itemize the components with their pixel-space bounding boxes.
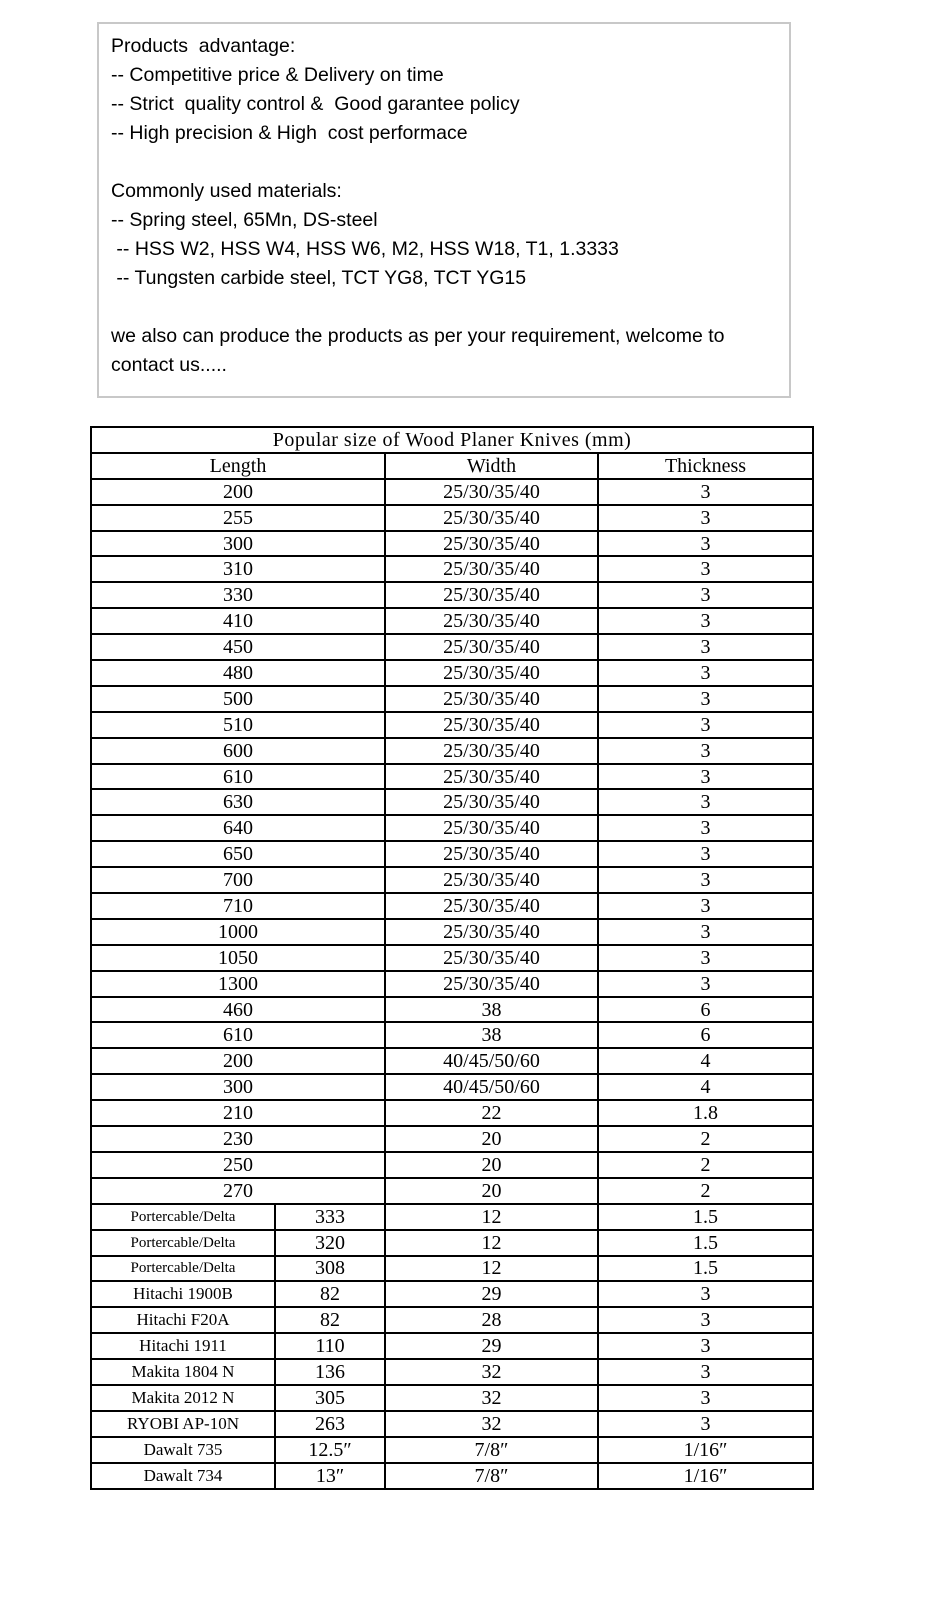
table-row xyxy=(91,971,813,997)
table-row xyxy=(91,712,813,738)
width-cell: 25/30/35/40 xyxy=(385,479,598,505)
table-row xyxy=(91,1230,813,1256)
advantages-heading: Products advantage: xyxy=(111,35,296,57)
length-cell: 210 xyxy=(91,1100,385,1126)
table-row xyxy=(91,686,813,712)
thickness-cell: 6 xyxy=(598,997,813,1023)
length-cell: 255 xyxy=(91,505,385,531)
length-cell: 480 xyxy=(91,660,385,686)
width-cell: 25/30/35/40 xyxy=(385,686,598,712)
table-row xyxy=(91,738,813,764)
thickness-cell: 2 xyxy=(598,1126,813,1152)
thickness-cell: 3 xyxy=(598,556,813,582)
width-cell: 40/45/50/60 xyxy=(385,1074,598,1100)
length-cell: 500 xyxy=(91,686,385,712)
table-row xyxy=(91,867,813,893)
table-row xyxy=(91,893,813,919)
material-item: -- Tungsten carbide steel, TCT YG8, TCT YG15 xyxy=(111,267,527,289)
width-cell: 25/30/35/40 xyxy=(385,634,598,660)
width-cell: 25/30/35/40 xyxy=(385,764,598,790)
length-cell: 310 xyxy=(91,556,385,582)
brand-cell: Portercable/Delta xyxy=(91,1230,275,1256)
length-cell: 110 xyxy=(275,1333,385,1359)
length-cell: 82 xyxy=(275,1307,385,1333)
thickness-cell: 3 xyxy=(598,712,813,738)
table-row xyxy=(91,1281,813,1307)
width-cell: 12 xyxy=(385,1256,598,1282)
table-row xyxy=(91,1100,813,1126)
width-cell: 25/30/35/40 xyxy=(385,893,598,919)
length-cell: 700 xyxy=(91,867,385,893)
size-table-body xyxy=(91,427,813,1489)
table-row xyxy=(91,1307,813,1333)
thickness-cell: 1/16″ xyxy=(598,1437,813,1463)
table-row xyxy=(91,608,813,634)
length-cell: 136 xyxy=(275,1359,385,1385)
advantage-item: -- High precision & High cost performace xyxy=(111,122,468,144)
table-row xyxy=(91,582,813,608)
table-row xyxy=(91,1178,813,1204)
width-cell: 32 xyxy=(385,1359,598,1385)
thickness-cell: 1/16″ xyxy=(598,1463,813,1489)
width-cell: 7/8″ xyxy=(385,1463,598,1489)
thickness-cell: 3 xyxy=(598,531,813,557)
length-cell: 333 xyxy=(275,1204,385,1230)
length-cell: 650 xyxy=(91,841,385,867)
table-row xyxy=(91,945,813,971)
width-cell: 25/30/35/40 xyxy=(385,971,598,997)
brand-cell: Makita 1804 N xyxy=(91,1359,275,1385)
table-row xyxy=(91,1022,813,1048)
thickness-cell: 3 xyxy=(598,971,813,997)
table-row xyxy=(91,531,813,557)
width-cell: 25/30/35/40 xyxy=(385,712,598,738)
table-row xyxy=(91,1359,813,1385)
brand-cell: Hitachi F20A xyxy=(91,1307,275,1333)
thickness-cell: 3 xyxy=(598,1359,813,1385)
thickness-cell: 3 xyxy=(598,815,813,841)
length-cell: 330 xyxy=(91,582,385,608)
width-cell: 32 xyxy=(385,1411,598,1437)
thickness-cell: 3 xyxy=(598,738,813,764)
width-cell: 25/30/35/40 xyxy=(385,738,598,764)
table-row xyxy=(91,919,813,945)
table-row xyxy=(91,1385,813,1411)
table-row xyxy=(91,505,813,531)
thickness-cell: 3 xyxy=(598,867,813,893)
width-cell: 25/30/35/40 xyxy=(385,867,598,893)
table-title-row xyxy=(91,427,813,453)
table-row xyxy=(91,634,813,660)
width-cell: 29 xyxy=(385,1333,598,1359)
thickness-cell: 3 xyxy=(598,608,813,634)
width-cell: 38 xyxy=(385,1022,598,1048)
thickness-cell: 3 xyxy=(598,634,813,660)
material-item: -- Spring steel, 65Mn, DS-steel xyxy=(111,209,378,231)
length-cell: 450 xyxy=(91,634,385,660)
length-cell: 270 xyxy=(91,1178,385,1204)
table-row xyxy=(91,1256,813,1282)
header-thickness: Thickness xyxy=(598,453,813,479)
width-cell: 25/30/35/40 xyxy=(385,608,598,634)
width-cell: 12 xyxy=(385,1204,598,1230)
material-item: -- HSS W2, HSS W4, HSS W6, M2, HSS W18, T1, 1.3333 xyxy=(111,238,619,260)
width-cell: 29 xyxy=(385,1281,598,1307)
brand-cell: Hitachi 1911 xyxy=(91,1333,275,1359)
width-cell: 20 xyxy=(385,1152,598,1178)
thickness-cell: 3 xyxy=(598,660,813,686)
table-row xyxy=(91,764,813,790)
brand-cell: Portercable/Delta xyxy=(91,1204,275,1230)
thickness-cell: 6 xyxy=(598,1022,813,1048)
advantage-item: -- Strict quality control & Good garantee policy xyxy=(111,93,520,115)
width-cell: 40/45/50/60 xyxy=(385,1048,598,1074)
table-row xyxy=(91,1152,813,1178)
advantage-item: -- Competitive price & Delivery on time xyxy=(111,64,444,86)
brand-cell: Hitachi 1900B xyxy=(91,1281,275,1307)
table-row xyxy=(91,479,813,505)
length-cell: 200 xyxy=(91,1048,385,1074)
thickness-cell: 3 xyxy=(598,1307,813,1333)
width-cell: 20 xyxy=(385,1178,598,1204)
width-cell: 32 xyxy=(385,1385,598,1411)
table-row xyxy=(91,1204,813,1230)
brand-cell: Portercable/Delta xyxy=(91,1256,275,1282)
thickness-cell: 3 xyxy=(598,505,813,531)
length-cell: 630 xyxy=(91,789,385,815)
table-row xyxy=(91,789,813,815)
thickness-cell: 3 xyxy=(598,1385,813,1411)
header-width: Width xyxy=(385,453,598,479)
table-row xyxy=(91,1437,813,1463)
thickness-cell: 1.5 xyxy=(598,1204,813,1230)
width-cell: 25/30/35/40 xyxy=(385,505,598,531)
table-row xyxy=(91,815,813,841)
length-cell: 320 xyxy=(275,1230,385,1256)
thickness-cell: 1.8 xyxy=(598,1100,813,1126)
table-row xyxy=(91,660,813,686)
materials-heading: Commonly used materials: xyxy=(111,180,342,202)
length-cell: 640 xyxy=(91,815,385,841)
length-cell: 200 xyxy=(91,479,385,505)
header-length: Length xyxy=(91,453,385,479)
length-cell: 460 xyxy=(91,997,385,1023)
brand-cell: Makita 2012 N xyxy=(91,1385,275,1411)
length-cell: 610 xyxy=(91,1022,385,1048)
length-cell: 12.5″ xyxy=(275,1437,385,1463)
width-cell: 25/30/35/40 xyxy=(385,789,598,815)
length-cell: 13″ xyxy=(275,1463,385,1489)
thickness-cell: 3 xyxy=(598,582,813,608)
thickness-cell: 3 xyxy=(598,919,813,945)
length-cell: 710 xyxy=(91,893,385,919)
thickness-cell: 3 xyxy=(598,686,813,712)
width-cell: 12 xyxy=(385,1230,598,1256)
planer-knives-size-table xyxy=(90,426,814,1490)
table-row xyxy=(91,1126,813,1152)
length-cell: 1300 xyxy=(91,971,385,997)
thickness-cell: 2 xyxy=(598,1152,813,1178)
spacer xyxy=(111,148,777,177)
thickness-cell: 1.5 xyxy=(598,1230,813,1256)
thickness-cell: 3 xyxy=(598,893,813,919)
length-cell: 510 xyxy=(91,712,385,738)
length-cell: 600 xyxy=(91,738,385,764)
length-cell: 610 xyxy=(91,764,385,790)
width-cell: 25/30/35/40 xyxy=(385,531,598,557)
brand-cell: Dawalt 735 xyxy=(91,1437,275,1463)
brand-cell: RYOBI AP-10N xyxy=(91,1411,275,1437)
width-cell: 28 xyxy=(385,1307,598,1333)
spacer xyxy=(111,293,777,322)
thickness-cell: 4 xyxy=(598,1074,813,1100)
table-row xyxy=(91,556,813,582)
width-cell: 25/30/35/40 xyxy=(385,582,598,608)
length-cell: 1050 xyxy=(91,945,385,971)
thickness-cell: 3 xyxy=(598,1411,813,1437)
length-cell: 82 xyxy=(275,1281,385,1307)
table-title: Popular size of Wood Planer Knives (mm) xyxy=(91,427,813,453)
products-info-box xyxy=(97,22,791,398)
thickness-cell: 4 xyxy=(598,1048,813,1074)
length-cell: 410 xyxy=(91,608,385,634)
table-row xyxy=(91,841,813,867)
length-cell: 230 xyxy=(91,1126,385,1152)
width-cell: 25/30/35/40 xyxy=(385,556,598,582)
table-header-row xyxy=(91,453,813,479)
length-cell: 250 xyxy=(91,1152,385,1178)
length-cell: 1000 xyxy=(91,919,385,945)
length-cell: 305 xyxy=(275,1385,385,1411)
table-row xyxy=(91,1074,813,1100)
thickness-cell: 3 xyxy=(598,1281,813,1307)
thickness-cell: 3 xyxy=(598,1333,813,1359)
length-cell: 300 xyxy=(91,531,385,557)
width-cell: 25/30/35/40 xyxy=(385,841,598,867)
thickness-cell: 2 xyxy=(598,1178,813,1204)
length-cell: 308 xyxy=(275,1256,385,1282)
table-row xyxy=(91,997,813,1023)
thickness-cell: 1.5 xyxy=(598,1256,813,1282)
table-row xyxy=(91,1333,813,1359)
width-cell: 38 xyxy=(385,997,598,1023)
width-cell: 20 xyxy=(385,1126,598,1152)
length-cell: 300 xyxy=(91,1074,385,1100)
thickness-cell: 3 xyxy=(598,841,813,867)
table-row xyxy=(91,1463,813,1489)
width-cell: 25/30/35/40 xyxy=(385,660,598,686)
table-row xyxy=(91,1411,813,1437)
width-cell: 25/30/35/40 xyxy=(385,815,598,841)
width-cell: 22 xyxy=(385,1100,598,1126)
thickness-cell: 3 xyxy=(598,764,813,790)
width-cell: 7/8″ xyxy=(385,1437,598,1463)
width-cell: 25/30/35/40 xyxy=(385,919,598,945)
width-cell: 25/30/35/40 xyxy=(385,945,598,971)
brand-cell: Dawalt 734 xyxy=(91,1463,275,1489)
table-row xyxy=(91,1048,813,1074)
thickness-cell: 3 xyxy=(598,479,813,505)
thickness-cell: 3 xyxy=(598,945,813,971)
length-cell: 263 xyxy=(275,1411,385,1437)
thickness-cell: 3 xyxy=(598,789,813,815)
custom-note: we also can produce the products as per your requirement, welcome to contact us..... xyxy=(111,325,725,376)
